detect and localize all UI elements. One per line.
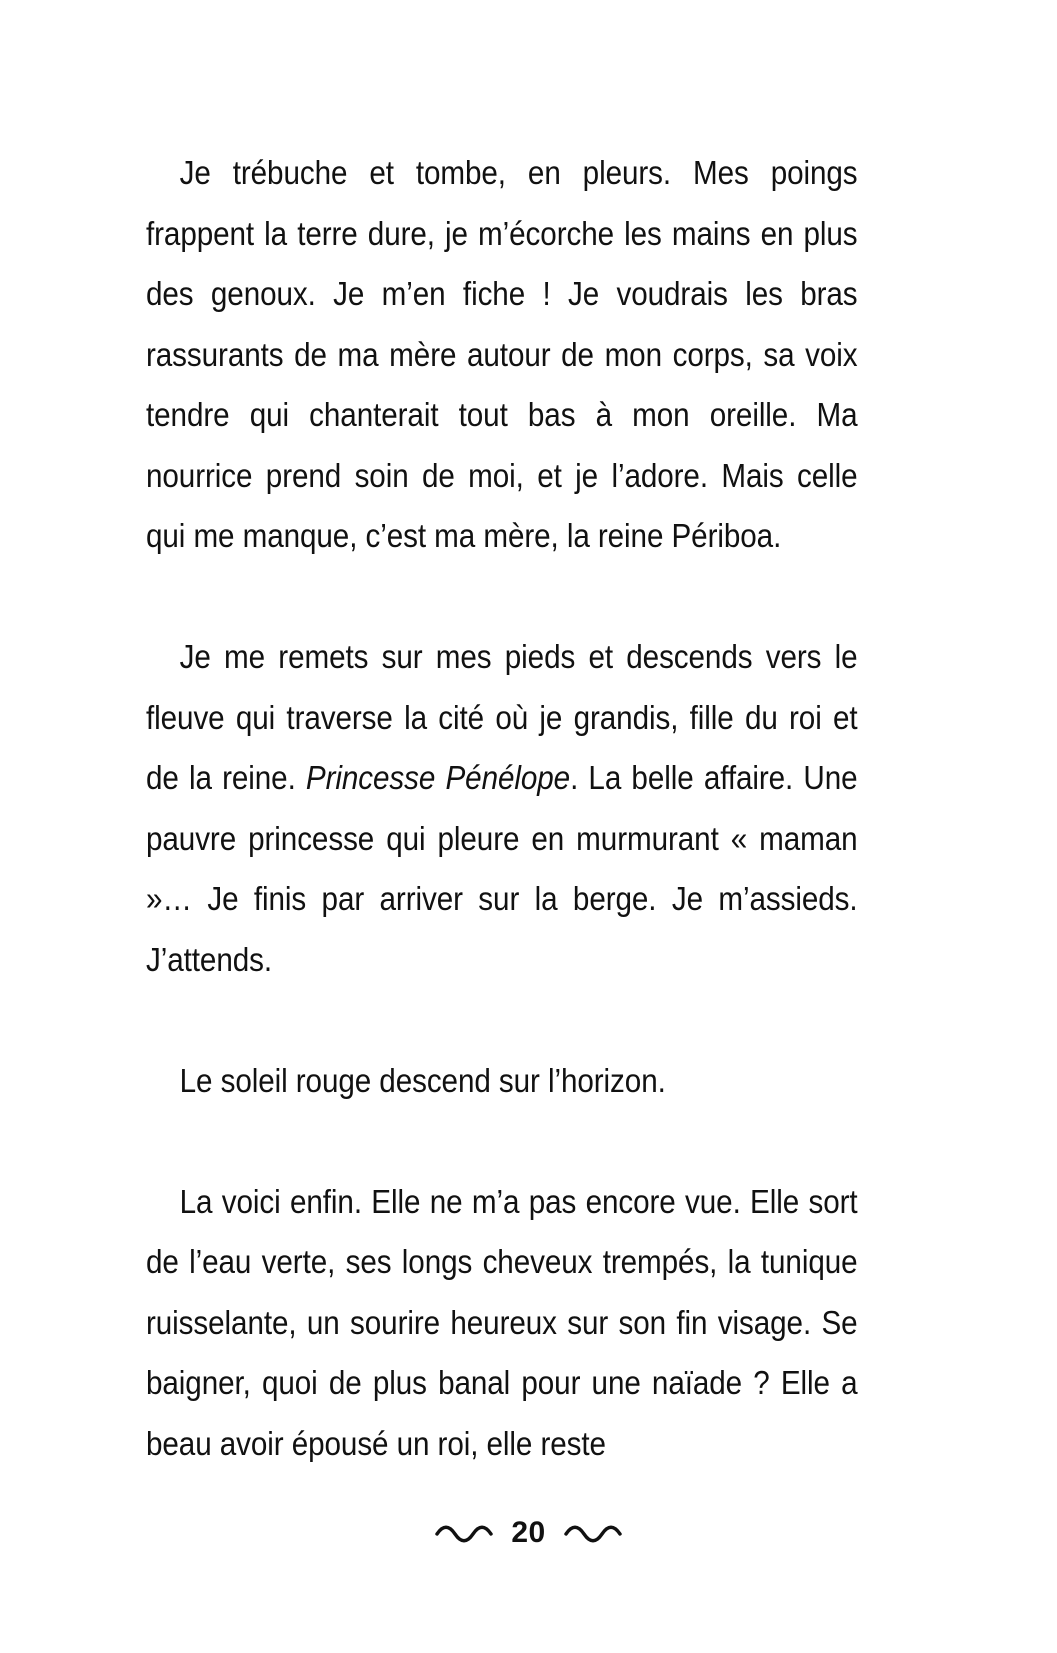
paragraph-1 (146, 144, 858, 628)
page-number: 20 (511, 1516, 546, 1549)
paragraph-2-tail: . La belle affaire. Une pauvre princesse qui pleure en murmurant « maman »… Je finis par arriver sur la berge. Je m’assieds. J’attends. (146, 760, 858, 979)
paragraph-2-lead: Je me remets sur mes pieds et descends vers le fleuve qui traverse la cité où je grandis, fille du roi et de la reine. (146, 639, 858, 797)
paragraph-1-text: Je trébuche et tombe, en pleurs. Mes poings frappent la terre dure, je m’écorche les mains en plus des genoux. Je m’en fiche ! Je voudrais les bras rassurants de ma mère autour de mon corps, sa voix tendre qui chanterait tout bas à mon oreille. Ma nourrice prend soin de moi, et je l’adore. Mais celle qui me manque, c’est ma mère, la reine Périboa. (146, 155, 858, 555)
page-footer (0, 1518, 1057, 1548)
wave-ornament-right-icon (564, 1523, 622, 1543)
paragraph-3 (146, 1052, 858, 1173)
paragraph-3-text: Le soleil rouge descend sur l’horizon. (179, 1062, 666, 1100)
paragraph-4 (146, 1173, 858, 1536)
wave-ornament-left-icon (435, 1523, 493, 1543)
text-column (146, 144, 858, 1536)
paragraph-2-runs (146, 628, 858, 991)
paragraph-2-emphasis: Princesse Pénélope (305, 760, 571, 797)
paragraph-2 (146, 628, 858, 1052)
paragraph-4-text: La voici enfin. Elle ne m’a pas encore vue. Elle sort de l’eau verte, ses longs cheveux trempés, la tunique ruisselante, un sourire heureux sur son fin visage. Se baigner, quoi de plus banal pour une naïade ? Elle a beau avoir épousé un roi, elle reste (146, 1183, 858, 1463)
